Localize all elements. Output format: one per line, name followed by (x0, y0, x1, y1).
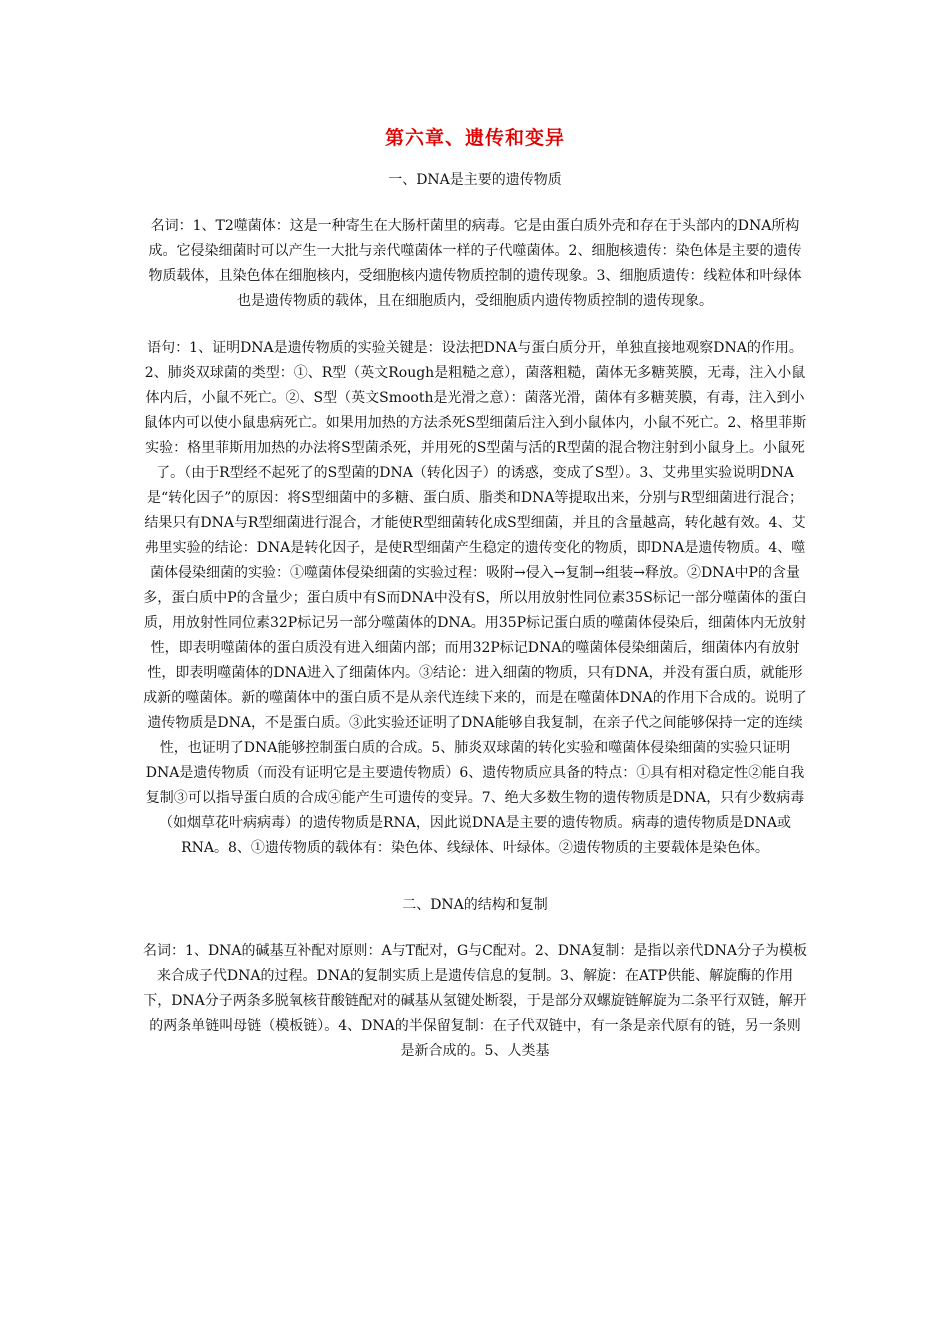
section-1-sentences-paragraph: 语句：1、证明DNA是遗传物质的实验关键是：设法把DNA与蛋白质分开，单独直接地观察DNA的作用。2、肺炎双球菌的类型：①、R型（英文Rough是粗糙之意），菌落粗糙，菌体无多糖荚膜，无毒，注入小鼠体内后，小鼠不死亡。②、S型（英文Smooth是光滑之意）：菌落光滑，菌体有多糖荚膜，有毒，注入到小鼠体内可以使小鼠患病死亡。如果用加热的方法杀死S型细菌后注入到小鼠体内，小鼠不死亡。2、格里菲斯实验：格里菲斯用加热的办法将S型菌杀死，并用死的S型菌与活的R型菌的混合物注射到小鼠身上。小鼠死了。（由于R型经不起死了的S型菌的DNA（转化因子）的诱惑，变成了S型）。3、艾弗里实验说明DNA是“转化因子”的原因：将S型细菌中的多糖、蛋白质、脂类和DNA等提取出来，分别与R型细菌进行混合；结果只有DNA与R型细菌进行混合，才能使R型细菌转化成S型细菌，并且的含量越高，转化越有效。4、艾弗里实验的结论：DNA是转化因子，是使R型细菌产生稳定的遗传变化的物质，即DNA是遗传物质。4、噬菌体侵染细菌的实验：①噬菌体侵染细菌的实验过程：吸附→侵入→复制→组装→释放。②DNA中P的含量多，蛋白质中P的含量少；蛋白质中有S而DNA中没有S，所以用放射性同位素35S标记一部分噬菌体的蛋白质，用放射性同位素32P标记另一部分噬菌体的DNA。用35P标记蛋白质的噬菌体侵染后，细菌体内无放射性，即表明噬菌体的蛋白质没有进入细菌内部；而用32P标记DNA的噬菌体侵染细菌后，细菌体内有放射性，即表明噬菌体的DNA进入了细菌体内。③结论：进入细菌的物质，只有DNA，并没有蛋白质，就能形成新的噬菌体。新的噬菌体中的蛋白质不是从亲代连续下来的，而是在噬菌体DNA的作用下合成的。说明了遗传物质是DNA，不是蛋白质。③此实验还证明了DNA能够自我复制，在亲子代之间能够保持一定的连续性，也证明了DNA能够控制蛋白质的合成。5、肺炎双球菌的转化实验和噬菌体侵染细菌的实验只证明DNA是遗传物质（而没有证明它是主要遗传物质）6、遗传物质应具备的特点：①具有相对稳定性②能自我复制③可以指导蛋白质的合成④能产生可遗传的变异。7、绝大多数生物的遗传物质是DNA，只有少数病毒（如烟草花叶病病毒）的遗传物质是RNA，因此说DNA是主要的遗传物质。病毒的遗传物质是DNA或RNA。8、①遗传物质的载体有：染色体、线绿体、叶绿体。②遗传物质的主要载体是染色体。 (143, 340, 807, 856)
section-2-heading: 二、DNA的结构和复制 (402, 897, 548, 913)
chapter-title: 第六章、遗传和变异 (384, 127, 565, 149)
section-2-terms-paragraph: 名词：1、DNA的碱基互补配对原则：A与T配对，G与C配对。2、DNA复制：是指以亲代DNA分子为模板来合成子代DNA的过程。DNA的复制实质上是遗传信息的复制。3、解旋：在ATP供能、解旋酶的作用下，DNA分子两条多脱氧核苷酸链配对的碱基从氢键处断裂，于是部分双螺旋链解旋为二条平行双链，解开的两条单链叫母链（模板链）。4、DNA的半保留复制：在子代双链中，有一条是亲代原有的链，另一条则是新合成的。5、人类基 (143, 943, 807, 1059)
document-page (143, 118, 807, 1064)
section-1-terms-paragraph: 名词：1、T2噬菌体：这是一种寄生在大肠杆菌里的病毒。它是由蛋白质外壳和存在于头部内的DNA所构成。它侵染细菌时可以产生一大批与亲代噬菌体一样的子代噬菌体。2、细胞核遗传：染色体是主要的遗传物质载体，且染色体在细胞核内，受细胞核内遗传物质控制的遗传现象。3、细胞质遗传：线粒体和叶绿体也是遗传物质的载体，且在细胞质内，受细胞质内遗传物质控制的遗传现象。 (148, 218, 802, 309)
section-1-heading: 一、DNA是主要的遗传物质 (388, 172, 562, 188)
